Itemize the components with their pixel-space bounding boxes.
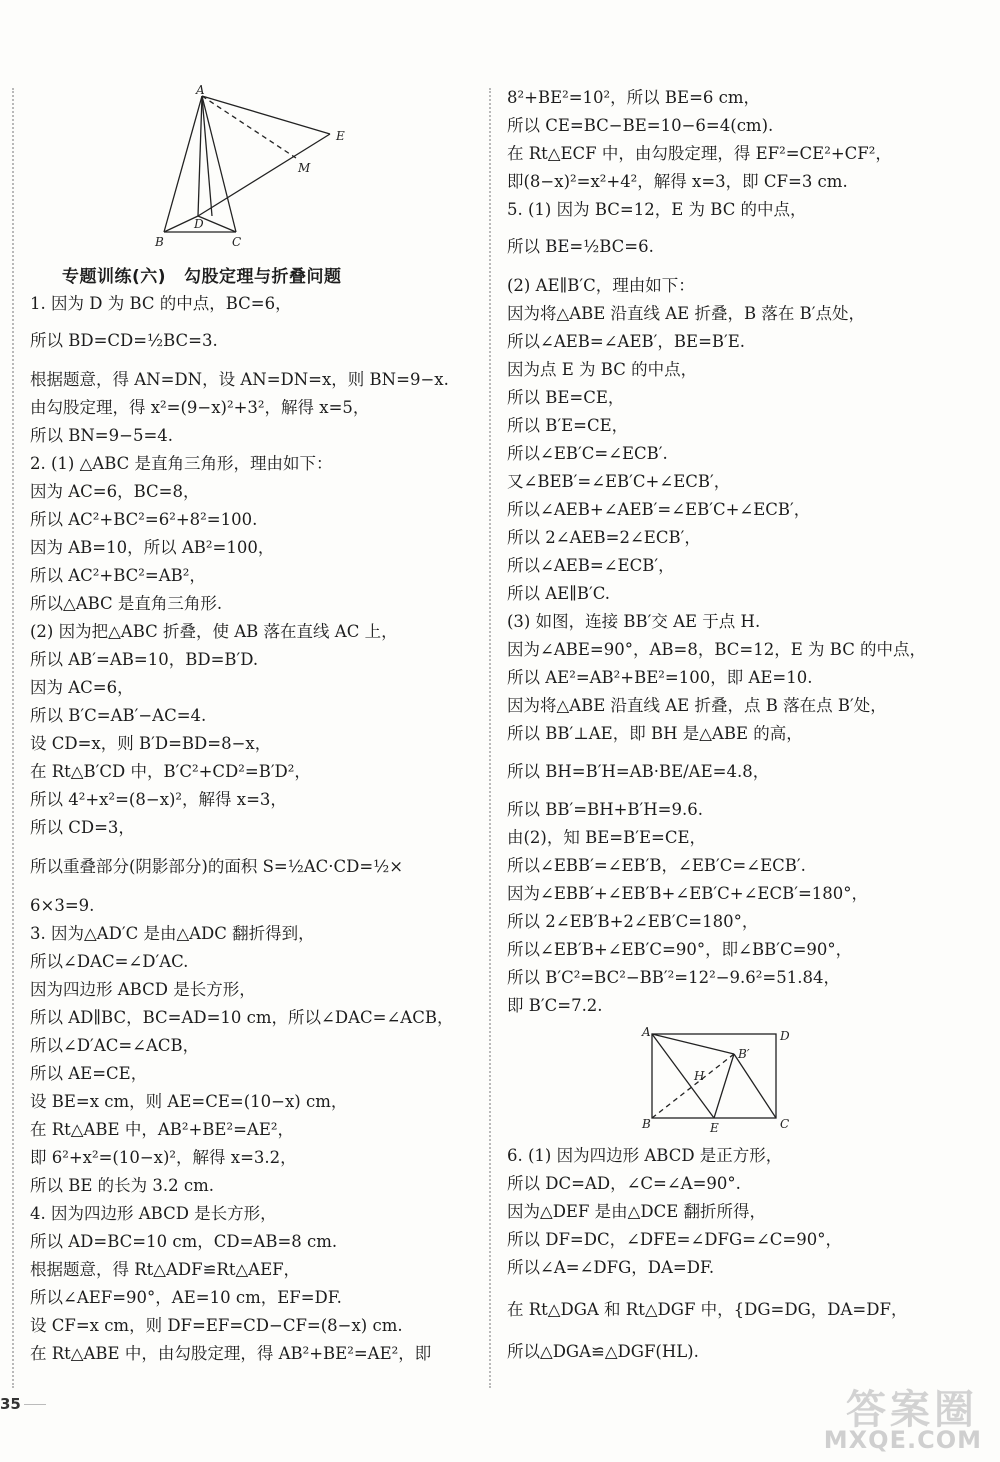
text-line: 所以 BN=9−5=4. (30, 426, 174, 445)
text-line: 所以 B′E=CE， (507, 416, 629, 435)
section-title-topic: 勾股定理与折叠问题 (184, 267, 342, 287)
text-line: 所以∠EB′C=∠ECB′. (507, 444, 668, 463)
text-line: 在 Rt△B′CD 中，B′C²+CD²=B′D²， (30, 762, 311, 781)
text-line: 根据题意，得 Rt△ADF≌Rt△AEF， (30, 1260, 301, 1279)
text-line: 所以 BE 的长为 3.2 cm. (30, 1176, 215, 1195)
text-line: 4. 因为四边形 ABCD 是长方形， (30, 1204, 277, 1223)
text-line: 所以重叠部分(阴影部分)的面积 S=½AC·CD=½× (30, 857, 404, 876)
text-line: 在 Rt△ABE 中，AB²+BE²=AE²， (30, 1120, 294, 1139)
text-line: 所以∠AEB+∠AEB′=∠EB′C+∠ECB′， (507, 500, 811, 519)
text-line: 所以∠DAC=∠D′AC. (30, 952, 189, 971)
text-line: 所以∠EB′B+∠EB′C=90°，即∠BB′C=90°， (507, 940, 853, 959)
figure1-label-d: D (194, 217, 204, 231)
text-line: 6. (1) 因为四边形 ABCD 是正方形， (507, 1146, 783, 1165)
text-line: 由勾股定理，得 x²=(9−x)²+3²，解得 x=5， (30, 398, 370, 417)
text-line: 在 Rt△DGA 和 Rt△DGF 中，{DG=DG，DA=DF， (507, 1300, 908, 1319)
figure1-label-b: B (155, 235, 164, 249)
watermark (738, 1376, 988, 1458)
text-line: (3) 如图，连接 BB′交 AE 于点 H. (507, 612, 761, 631)
text-line: 所以△DGA≌△DGF(HL). (507, 1342, 699, 1361)
text-line: 所以 4²+x²=(8−x)²，解得 x=3， (30, 790, 287, 809)
text-line: 所以 BH=B′H=AB·BE/AE=4.8， (507, 762, 770, 781)
text-line: 所以∠D′AC=∠ACB， (30, 1036, 200, 1055)
column-divider (489, 88, 491, 1388)
text-line: 因为将△ABE 沿直线 AE 折叠，点 B 落在点 B′处， (507, 696, 887, 715)
text-line: 5. (1) 因为 BC=12，E 为 BC 的中点， (507, 200, 807, 219)
text-line: 即(8−x)²=x²+4²，解得 x=3，即 CF=3 cm. (507, 172, 848, 191)
text-line: 所以 CE=BC−BE=10−6=4(cm). (507, 116, 774, 135)
text-line: 所以 AE²=AB²+BE²=100，即 AE=10. (507, 668, 813, 687)
figure2-label-d: D (780, 1029, 790, 1043)
figure-triangle-fold (150, 84, 370, 254)
text-line: 因为将△ABE 沿直线 AE 折叠，B 落在 B′点处， (507, 304, 865, 323)
text-line: 因为四边形 ABCD 是长方形， (30, 980, 256, 999)
section-title (62, 262, 342, 287)
figure2-label-b: B (642, 1117, 651, 1131)
watermark-url: MXQE.COM (823, 1426, 982, 1454)
text-line: 所以 BD=CD=½BC=3. (30, 331, 218, 350)
figure1-label-c: C (232, 235, 242, 249)
text-line: 2. (1) △ABC 是直角三角形，理由如下： (30, 454, 333, 473)
text-line: 所以 AC²+BC²=AB²， (30, 566, 206, 585)
text-line: 因为 AC=6， (30, 678, 134, 697)
text-line: 即 B′C=7.2. (507, 996, 603, 1015)
text-line: 所以 AC²+BC²=6²+8²=100. (30, 510, 258, 529)
figure2-label-a: A (642, 1025, 651, 1039)
text-line: 所以∠EBB′=∠EB′B，∠EB′C=∠ECB′. (507, 856, 806, 875)
text-line: 所以 AE∥B′C. (507, 584, 610, 603)
text-line: 由(2)，知 BE=B′E=CE， (507, 828, 707, 847)
text-line: 所以△ABC 是直角三角形. (30, 594, 223, 613)
text-line: 在 Rt△ABE 中，由勾股定理，得 AB²+BE²=AE²，即 (30, 1344, 432, 1363)
text-line: (2) AE∥B′C，理由如下： (507, 276, 695, 295)
text-line: 所以 B′C=AB′−AC=4. (30, 706, 207, 725)
text-line: 根据题意，得 AN=DN，设 AN=DN=x，则 BN=9−x. (30, 370, 449, 389)
figure-rectangle-fold (638, 1024, 798, 1136)
text-line: 1. 因为 D 为 BC 的中点，BC=6， (30, 294, 292, 313)
text-line: 所以 2∠EB′B+2∠EB′C=180°， (507, 912, 759, 931)
text-line: 在 Rt△ECF 中，由勾股定理，得 EF²=CE²+CF²， (507, 144, 892, 163)
page-number: 35 (0, 1395, 21, 1413)
text-line: 所以 AB′=AB=10，BD=B′D. (30, 650, 259, 669)
text-line: 所以 AE=CE， (30, 1064, 148, 1083)
figure2-label-h: H (694, 1069, 705, 1083)
text-line: 所以 DF=DC，∠DFE=∠DFG=∠C=90°， (507, 1230, 843, 1249)
text-line: 3. 因为△AD′C 是由△ADC 翻折得到， (30, 924, 315, 943)
page-number-rule (24, 1404, 46, 1405)
text-line: 设 BE=x cm，则 AE=CE=(10−x) cm， (30, 1092, 348, 1111)
text-line: 所以∠AEF=90°，AE=10 cm，EF=DF. (30, 1288, 342, 1307)
figure2-label-b-prime: B′ (738, 1047, 750, 1061)
text-line: (2) 因为把△ABC 折叠，使 AB 落在直线 AC 上， (30, 622, 398, 641)
text-line: 所以∠AEB=∠ECB′， (507, 556, 675, 575)
text-line: 所以 BE=CE， (507, 388, 625, 407)
text-line: 所以 CD=3， (30, 818, 135, 837)
text-line: 所以 BB′⊥AE，即 BH 是△ABE 的高， (507, 724, 803, 743)
figure-rectangle-svg (638, 1024, 798, 1136)
figure1-label-a: A (196, 84, 205, 97)
watermark-text: 答案圈 (846, 1387, 978, 1433)
text-line: 因为 AB=10，所以 AB²=100， (30, 538, 275, 557)
margin-rule (12, 88, 14, 1388)
text-line: 即 6²+x²=(10−x)²，解得 x=3.2， (30, 1148, 297, 1167)
text-line: 6×3=9. (30, 896, 95, 915)
text-line: 所以 BB′=BH+B′H=9.6. (507, 800, 703, 819)
text-line: 所以 BE=½BC=6. (507, 237, 654, 256)
text-line: 所以 B′C²=BC²−BB′²=12²−9.6²=51.84， (507, 968, 840, 987)
figure2-label-c: C (780, 1117, 790, 1131)
text-line: 因为 AC=6，BC=8， (30, 482, 200, 501)
text-line: 所以 2∠AEB=2∠ECB′， (507, 528, 701, 547)
text-line: 8²+BE²=10²，所以 BE=6 cm， (507, 88, 761, 107)
text-line: 设 CF=x cm，则 DF=EF=CD−CF=(8−x) cm. (30, 1316, 403, 1335)
figure1-label-e: E (336, 129, 345, 143)
text-line: 因为∠EBB′+∠EB′B+∠EB′C+∠ECB′=180°， (507, 884, 869, 903)
text-line: 又∠BEB′=∠EB′C+∠ECB′， (507, 472, 731, 491)
text-line: 所以 AD∥BC，BC=AD=10 cm，所以∠DAC=∠ACB， (30, 1008, 454, 1027)
text-line: 因为点 E 为 BC 的中点， (507, 360, 698, 379)
figure2-label-e: E (710, 1121, 719, 1135)
text-line: 所以 DC=AD，∠C=∠A=90°. (507, 1174, 741, 1193)
text-line: 所以∠A=∠DFG，DA=DF. (507, 1258, 715, 1277)
text-line: 所以 AD=BC=10 cm，CD=AB=8 cm. (30, 1232, 338, 1251)
section-title-label: 专题训练(六) (62, 267, 167, 287)
figure1-label-m: M (298, 161, 311, 175)
text-line: 因为∠ABE=90°，AB=8，BC=12，E 为 BC 的中点， (507, 640, 927, 659)
text-line: 设 CD=x，则 B′D=BD=8−x， (30, 734, 272, 753)
text-line: 因为△DEF 是由△DCE 翻折所得， (507, 1202, 766, 1221)
figure-triangle-svg (150, 84, 370, 254)
text-line: 所以∠AEB=∠AEB′，BE=B′E. (507, 332, 746, 351)
